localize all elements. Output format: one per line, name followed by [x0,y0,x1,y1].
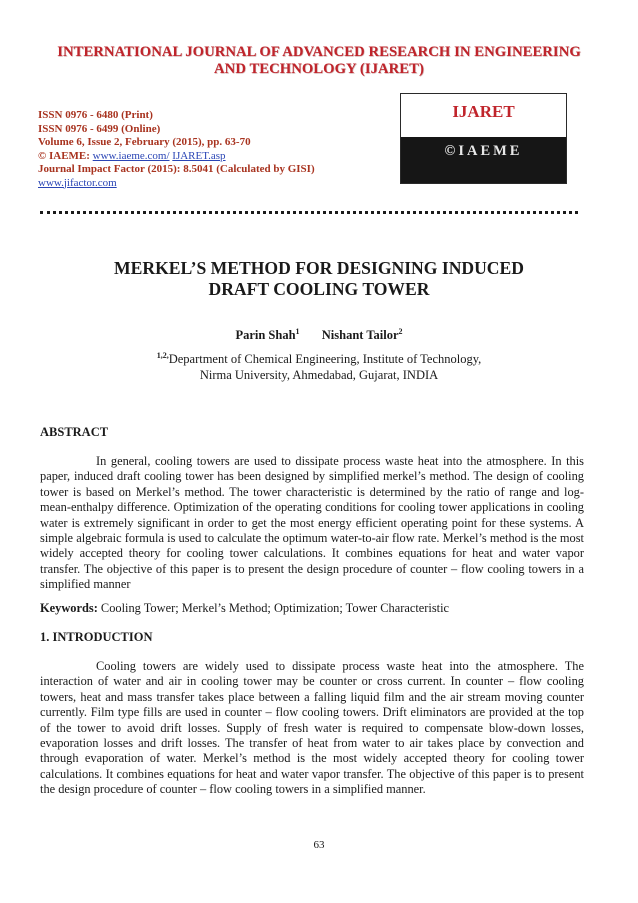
keywords [40,601,584,616]
abstract-text: In general, cooling towers are used to dissipate process waste heat into the atmosphere. In this paper, induced draft cooling tower has been designed by simplified merkel’s method. The design of cooling tower is based on Merkel’s method. The tower characteristic is determined by the ratio of range and log-mean-enthalpy difference. Optimization of the operating conditions for cooling tower applications in cooling water is extremely significant in order to get the most energy efficient operating point for these systems. A simple algebraic formula is used to calculate the optimum water-to-air flow rate. Merkel’s method is the most widely accepted theory for cooling tower calculations. It combines equations for heat and water vapor transfer. The objective of this paper is to present the design procedure of counter – flow cooling towers in a simplified manner [40,454,584,592]
paper-title-line-2: DRAFT COOLING TOWER [208,279,430,299]
impact-factor: Journal Impact Factor (2015): 8.5041 (Calculated by GISI) [38,163,315,175]
affiliation-sup: 1,2, [156,351,169,360]
author-1: Parin Shah [235,328,296,343]
issn-online: ISSN 0976 - 6499 (Online) [38,122,161,135]
journal-title [40,44,598,78]
iaeme-line [38,150,315,164]
page-number: 63 [313,839,325,851]
keywords-text: Cooling Tower; Merkel’s Method; Optimization; Tower Characteristic [97,601,450,615]
abstract-heading: ABSTRACT [40,425,109,439]
introduction-heading: 1. INTRODUCTION [40,630,153,644]
iaeme-link[interactable]: www.iaeme.com/ [92,149,170,162]
journal-title-line-1: INTERNATIONAL JOURNAL OF ADVANCED RESEARCH IN ENGINEERING [57,44,581,60]
iaeme-label: © IAEME: [38,149,90,162]
authors [0,327,638,343]
volume-issue: Volume 6, Issue 2, February (2015), pp. 63-70 [38,136,251,148]
introduction-text: Cooling towers are widely used to dissipate process waste heat into the atmosphere. The interaction of water and air in cooling tower may be counter or cross current. In counter – flow cooling towers, heat and mass transfer takes place between a falling liquid film and the air stream moving counter currently. Film type fills are used in counter – flow cooling towers. Drift eliminators are provided at the top of the tower to avoid drift losses. Supply of fresh water is required to compensate blow-down losses, evaporation losses and drift losses. The transfer of heat from water to air takes place by convection and through evaporation of water. Merkel’s method is the most widely accepted theory for cooling tower calculations. It combines equations for heat and water vapor transfer. The objective of this paper is to present the design procedure of counter – flow cooling towers in a simplified manner. [40,659,584,797]
author-2-sup: 2 [398,327,403,336]
affiliation-line-2: Nirma University, Ahmedabad, Gujarat, INDIA [199,367,439,382]
journal-logo [400,93,567,184]
paper-title-line-1: MERKEL’S METHOD FOR DESIGNING INDUCED [114,258,524,278]
logo-ijaret-text: IJARET [401,94,566,138]
logo-iaeme-text: ©IAEME [401,137,566,183]
author-1-sup: 1 [295,327,300,336]
ijaret-link[interactable]: IJARET.asp [172,149,226,162]
jifactor-link[interactable]: www.jifactor.com [38,176,117,189]
keywords-label: Keywords: [40,601,98,615]
paper-title [60,258,578,300]
issn-print: ISSN 0976 - 6480 (Print) [38,109,153,121]
affiliation-line-1: Department of Chemical Engineering, Institute of Technology, [168,352,482,367]
journal-title-line-2: AND TECHNOLOGY (IJARET) [214,61,424,77]
affiliation [0,348,638,383]
header-divider [40,211,578,214]
issn-block [38,109,315,190]
author-2: Nishant Tailor [321,328,399,343]
